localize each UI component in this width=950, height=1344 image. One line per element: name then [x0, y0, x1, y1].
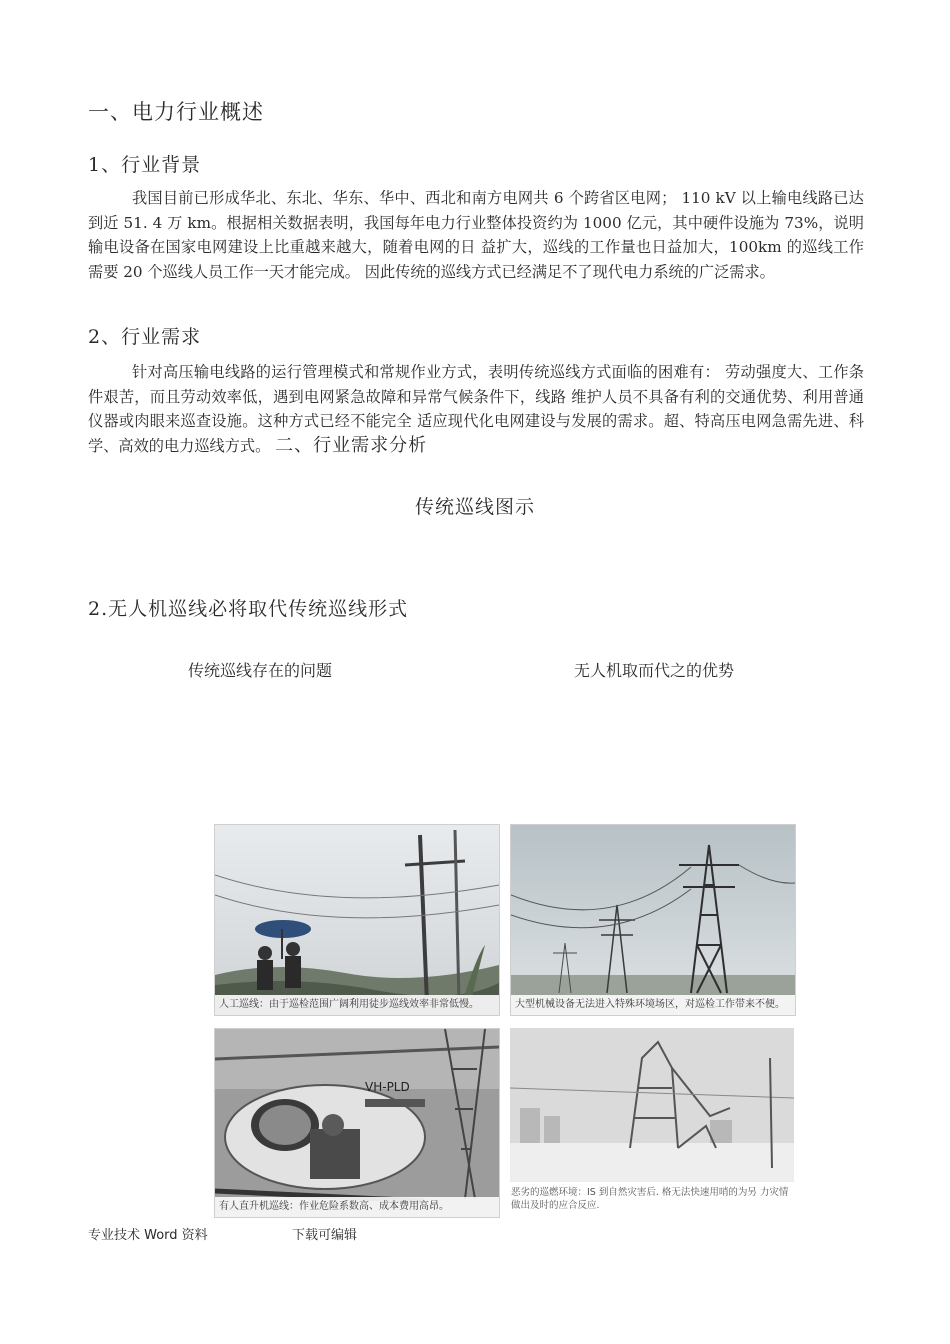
- helicopter-patrol-image: [215, 1029, 499, 1217]
- caption-helicopter-patrol: 有人直升机巡线：作业危险系数高、成本费用高昂。: [215, 1197, 499, 1217]
- photo-damaged-tower: [510, 1028, 794, 1182]
- heading-industry-demand: 2、行业需求: [88, 326, 202, 348]
- manual-patrol-image: [215, 825, 499, 1015]
- caption-damaged-tower: 恶劣的巡燃环境：IS 到自然灾害后. 格无法快速用哨的为另 力灾情做出及时的应合反应.: [511, 1187, 789, 1211]
- paragraph-industry-background: 我国目前已形成华北、东北、华东、华中、西北和南方电网共 6 个跨省区电网； 110 kV 以上输电线路已达到近 51. 4 万 km。根据相关数据表明，我国每年电力行业整体投资约为 1000 亿元，其中硬件设施为 73%，说明输电设备在国家电网建设上比重越来越大，随着电网的日 益扩大，巡线的工作量也日益加大，100km 的巡线工作需要 20 个巡线人员工作一天才能完成。 因此传统的巡线方式已经满足不了现代电力系统的广泛需求。: [88, 189, 864, 281]
- paragraph-industry-demand-text: 针对高压输电线路的运行管理模式和常规作业方式，表明传统巡线方式面临的困难有： 劳动强度大、工作条件艰苦，而且劳动效率低，遇到电网紧急故障和异常气候条件下，线路 维护人员不具备有利的交通优势、利用普通仪器或肉眼来巡查设施。这种方式已经不能完全 适应现代化电网建设与发展的需求。超、特高压电网急需先进、科学、高效的电力巡线方式。: [88, 363, 864, 455]
- heading-overview: 一、电力行业概述: [88, 100, 264, 124]
- footer-left: 专业技术 Word 资料: [88, 1228, 208, 1243]
- paragraph-industry-demand: [88, 360, 864, 458]
- caption-manual-patrol: 人工巡线：由于巡检范围广阔利用徒步巡线效率非常低慢。: [215, 995, 499, 1015]
- caption-transmission-towers: 大型机械设备无法进入特殊环境场区，对巡检工作带来不便。: [511, 995, 795, 1015]
- heading-traditional-patrol-diagram: 传统巡线图示: [414, 496, 535, 518]
- heading-demand-analysis: 二、行业需求分析: [275, 434, 428, 456]
- damaged-tower-image: [510, 1028, 794, 1182]
- photo-manual-patrol: [214, 824, 500, 1016]
- heading-industry-background: 1、行业背景: [88, 154, 202, 176]
- column-title-advantages: 无人机取而代之的优势: [574, 661, 735, 680]
- photo-transmission-towers: [510, 824, 796, 1016]
- column-title-problems: 传统巡线存在的问题: [188, 661, 333, 680]
- footer-right: 下载可编辑: [292, 1228, 358, 1243]
- helicopter-registration: VH-PLD: [365, 1080, 410, 1094]
- photo-helicopter-patrol: [214, 1028, 500, 1218]
- heading-uav-replace: 2.无人机巡线必将取代传统巡线形式: [88, 598, 409, 620]
- transmission-towers-image: [511, 825, 795, 1015]
